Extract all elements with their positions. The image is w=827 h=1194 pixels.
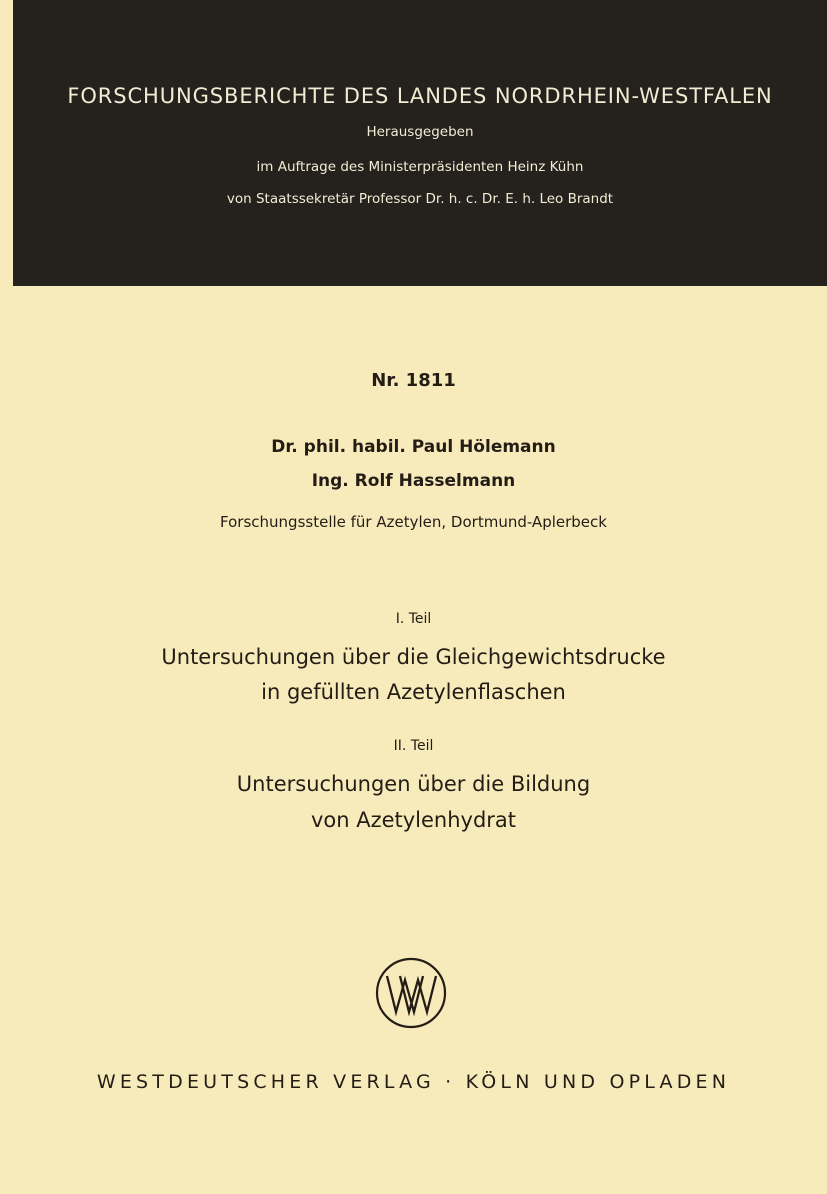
institute-name: Forschungsstelle für Azetylen, Dortmund-Aplerbeck — [220, 513, 607, 531]
part-title-line: Untersuchungen über die Bildung — [236, 772, 591, 796]
series-title: FORSCHUNGSBERICHTE DES LANDES NORDRHEIN-WESTFALEN — [67, 84, 773, 108]
header-line-secretary: von Staatssekretär Professor Dr. h. c. Dr. E. h. Leo Brandt — [226, 191, 614, 207]
part-title-line: von Azetylenhydrat — [310, 808, 517, 832]
part-label: I. Teil — [395, 611, 432, 627]
series-header-band — [13, 0, 827, 286]
author-name: Dr. phil. habil. Paul Hölemann — [271, 437, 556, 457]
publisher-imprint: WESTDEUTSCHER VERLAG · KÖLN UND OPLADEN — [96, 1071, 731, 1093]
part-title-line: in gefüllten Azetylenflaschen — [261, 680, 566, 704]
author-name: Ing. Rolf Hasselmann — [311, 471, 516, 491]
publisher-logo-icon — [374, 956, 448, 1030]
part-title-line: Untersuchungen über die Gleichgewichtsdrucke — [161, 645, 666, 669]
header-line-editor: Herausgegeben — [366, 124, 474, 140]
report-number: Nr. 1811 — [371, 370, 456, 391]
header-line-commission: im Auftrage des Ministerpräsidenten Heinz Kühn — [256, 159, 584, 175]
part-label: II. Teil — [393, 738, 434, 754]
